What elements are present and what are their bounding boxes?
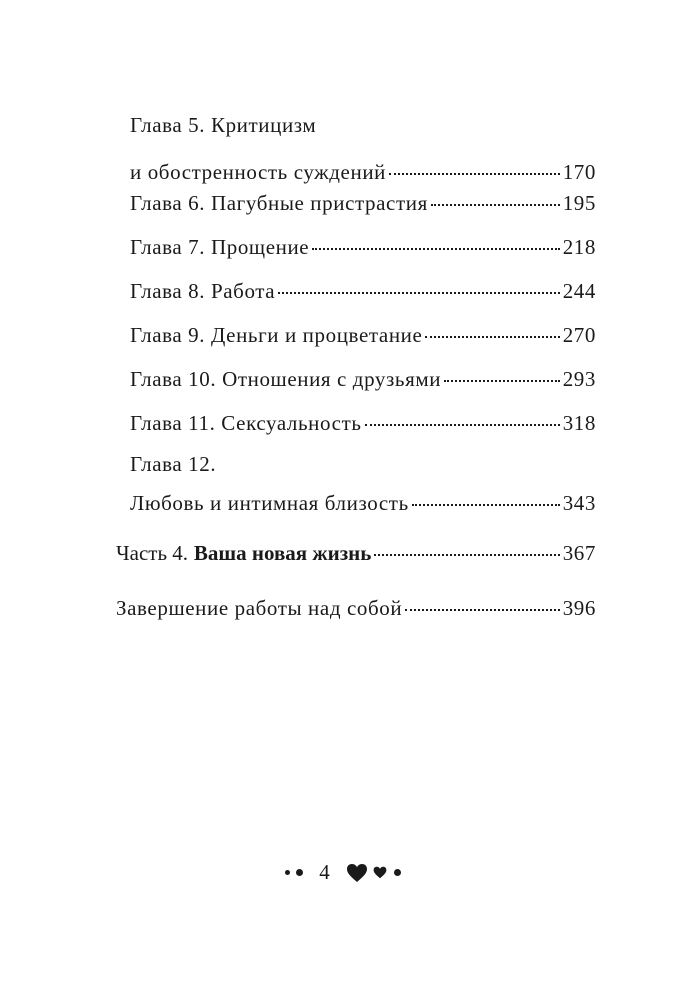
- toc-entry-title: Глава 7. Прощение: [130, 235, 310, 259]
- toc-entry-title: Глава 10. Отношения с друзьями: [130, 367, 442, 391]
- dot-leader: [389, 152, 560, 175]
- toc-entry-title: [116, 540, 371, 566]
- toc-entry-page: 343: [562, 491, 596, 515]
- toc-entry-part-4[interactable]: [116, 537, 596, 563]
- page-footer: [0, 860, 686, 885]
- toc-entry-chapter-8[interactable]: [130, 275, 596, 301]
- hearts-icon: [346, 863, 401, 883]
- dot-leader: [405, 588, 559, 611]
- dot-leader: [444, 359, 560, 382]
- toc-entry-chapter-10[interactable]: [130, 363, 596, 389]
- toc-entry-title-line1: Глава 5. Критицизм: [130, 113, 317, 137]
- toc-entry-chapter-11[interactable]: [130, 407, 596, 433]
- toc-entry-page: 195: [562, 191, 596, 215]
- part-title: Ваша новая жизнь: [193, 541, 372, 565]
- toc-entry-title: Глава 9. Деньги и процветание: [130, 323, 423, 347]
- toc-entry-page: 293: [562, 367, 596, 391]
- toc-entry-page: 218: [562, 235, 596, 259]
- page-number: 4: [319, 860, 330, 884]
- toc-entry-title-line2: Любовь и интимная близость: [130, 491, 409, 515]
- dot-leader: [365, 403, 560, 426]
- dot-leader: [412, 483, 560, 506]
- toc-entry-chapter-7[interactable]: [130, 231, 596, 257]
- dot-leader: [431, 183, 560, 206]
- dot-leader: [425, 315, 559, 338]
- toc-entry-page: 367: [562, 541, 596, 565]
- toc-entry-chapter-5[interactable]: [130, 112, 596, 182]
- toc-entry-chapter-9[interactable]: [130, 319, 596, 345]
- toc-entry-title-line1: Глава 12.: [130, 452, 217, 476]
- toc-entry-page: 396: [562, 596, 596, 620]
- dot-leader: [278, 271, 559, 294]
- toc-entry-page: 170: [562, 160, 596, 184]
- toc-entry-chapter-12[interactable]: [130, 451, 596, 513]
- dot-leader: [312, 227, 559, 250]
- part-prefix: Часть 4.: [116, 541, 189, 565]
- toc-entry-page: 244: [562, 279, 596, 303]
- toc-entry-page: 318: [562, 411, 596, 435]
- toc-entry-title: Глава 6. Пагубные пристрастия: [130, 191, 428, 215]
- toc-entry-title: Глава 8. Работа: [130, 279, 276, 303]
- toc-entry-title-line2: и обостренность суждений: [130, 160, 386, 184]
- toc-entry-title: Завершение работы над собой: [116, 596, 403, 620]
- toc-entry-chapter-6[interactable]: [130, 187, 596, 213]
- dots-icon: [285, 869, 303, 876]
- toc-entry-title: Глава 11. Сексуальность: [130, 411, 362, 435]
- toc-entry-page: 270: [562, 323, 596, 347]
- dot-leader: [374, 533, 559, 556]
- toc-entry-conclusion[interactable]: [116, 592, 596, 618]
